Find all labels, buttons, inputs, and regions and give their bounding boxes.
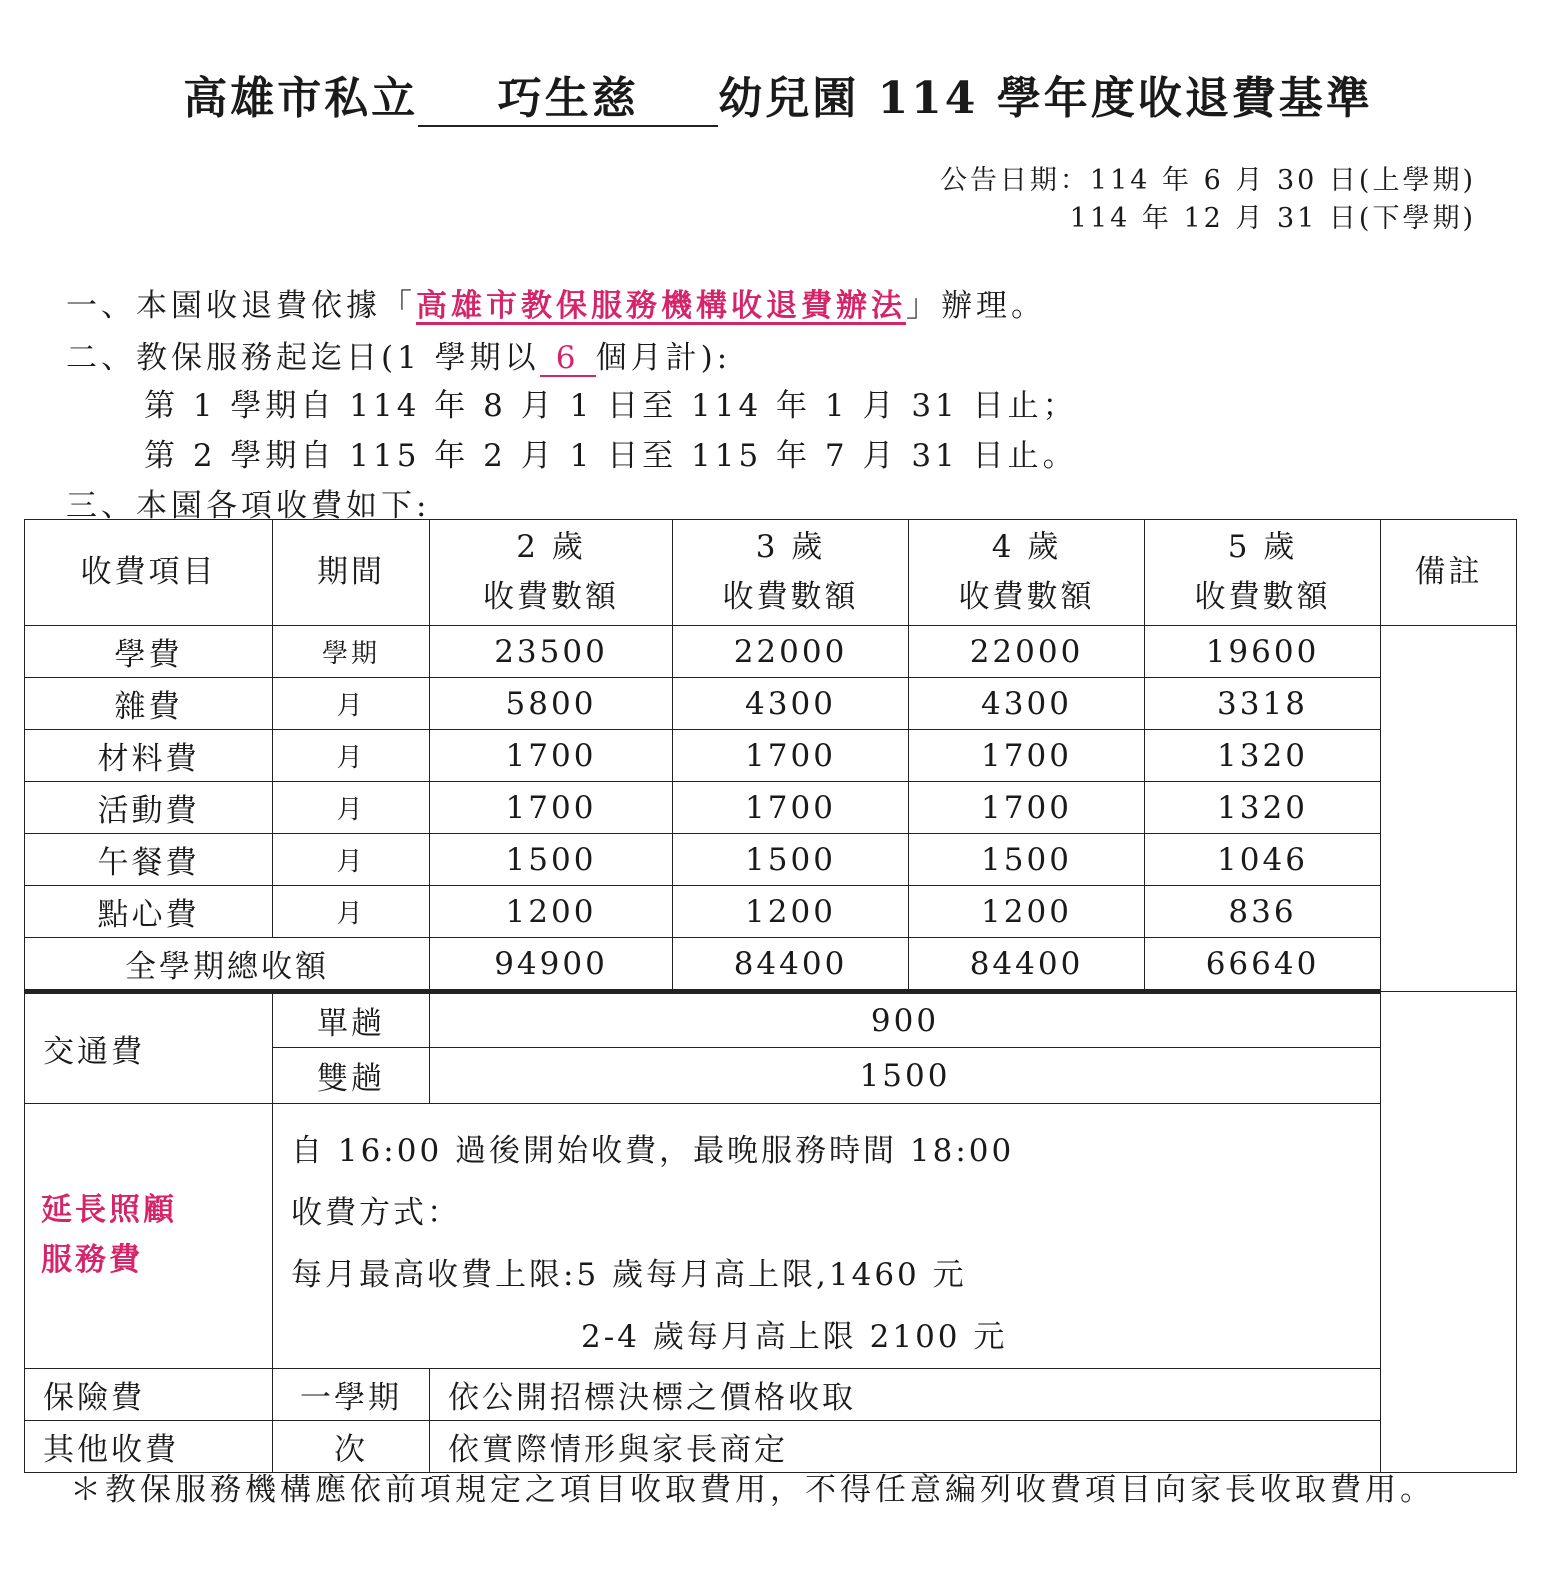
row-age-4: 22000 [909,626,1145,678]
table-row [25,730,1517,782]
insurance-period: 一學期 [273,1369,430,1421]
transport-single-label: 單趟 [273,992,430,1048]
total-age-4: 84400 [909,938,1145,992]
row-age-4: 1700 [909,782,1145,834]
row-age-2: 5800 [430,678,673,730]
header-age-5: 5 歲 收費數額 [1145,520,1381,626]
row-item: 活動費 [25,782,273,834]
row-age-3: 1500 [673,834,909,886]
total-row [25,938,1517,992]
document-title [0,62,1556,127]
extended-care-hours: 自 16:00 過後開始收費，最晚服務時間 18:00 [291,1133,1015,1169]
row-age-5: 836 [1145,886,1381,938]
insurance-label: 保險費 [25,1369,273,1421]
row-period: 學期 [273,626,430,678]
section-1-suffix: 」辦理。 [906,288,1046,324]
row-age-2: 1700 [430,782,673,834]
table-row [25,834,1517,886]
row-age-3: 1700 [673,730,909,782]
announce-date-second: 114 年 12 月 31 日(下學期) [1069,203,1476,234]
header-age-2: 2 歲 收費數額 [430,520,673,626]
row-age-2: 1200 [430,886,673,938]
row-period: 月 [273,834,430,886]
row-period: 月 [273,678,430,730]
other-fee-period: 次 [273,1421,430,1473]
header-period: 期間 [273,520,430,626]
extended-care-method: 收費方式： [291,1195,461,1231]
transport-double-value: 1500 [430,1048,1381,1104]
extended-care-label: 延長照顧 服務費 [25,1104,273,1369]
extended-care-cap-age-5: 每月最高收費上限:5 歲每月高上限,1460 元 [291,1257,967,1293]
section-1 [66,280,1046,325]
header-remark: 備註 [1381,520,1517,626]
row-age-3: 1700 [673,782,909,834]
remark-cell [1381,626,1517,992]
row-age-2: 1500 [430,834,673,886]
header-age-4: 4 歲 收費數額 [909,520,1145,626]
row-item: 點心費 [25,886,273,938]
row-age-4: 4300 [909,678,1145,730]
row-item: 午餐費 [25,834,273,886]
months-value: 6 [540,341,596,377]
table-row [25,626,1517,678]
transport-double-label: 雙趟 [273,1048,430,1104]
table-row [25,782,1517,834]
section-1-prefix: 一、本園收退費依據「 [66,288,416,324]
row-age-3: 1200 [673,886,909,938]
transport-single-row [25,992,1517,1048]
row-item: 學費 [25,626,273,678]
extended-care-details [273,1104,1381,1369]
transport-label: 交通費 [25,992,273,1104]
table-header-row [25,520,1517,626]
title-suffix: 幼兒園 114 學年度收退費基準 [718,73,1373,124]
row-age-5: 1320 [1145,782,1381,834]
transport-single-value: 900 [430,992,1381,1048]
insurance-row [25,1369,1517,1421]
total-label: 全學期總收額 [25,938,430,992]
row-item: 材料費 [25,730,273,782]
total-age-2: 94900 [430,938,673,992]
table-row [25,678,1517,730]
footnote: ＊教保服務機構應依前項規定之項目收取費用，不得任意編列收費項目向家長收取費用。 [70,1472,1435,1508]
extended-care-row [25,1104,1517,1369]
row-age-5: 1046 [1145,834,1381,886]
row-age-4: 1200 [909,886,1145,938]
header-item: 收費項目 [25,520,273,626]
lower-remark-cell [1381,992,1517,1473]
fee-table [24,519,1517,1473]
title-prefix: 高雄市私立 [183,73,419,124]
header-age-3: 3 歲 收費數額 [673,520,909,626]
insurance-note: 依公開招標決標之價格收取 [430,1369,1381,1421]
other-fee-label: 其他收費 [25,1421,273,1473]
row-age-5: 3318 [1145,678,1381,730]
other-fee-note: 依實際情形與家長商定 [430,1421,1381,1473]
extended-care-cap-age-2-4: 2-4 歲每月高上限 2100 元 [581,1319,1008,1355]
term-2-dates: 第 2 學期自 115 年 2 月 1 日至 115 年 7 月 31 日止。 [144,438,1078,474]
section-3-heading: 三、本園各項收費如下: [66,488,431,524]
announce-date-first: 公告日期：114 年 6 月 30 日(上學期) [939,165,1476,196]
row-period: 月 [273,782,430,834]
table-row [25,886,1517,938]
section-2 [66,332,731,377]
row-age-4: 1500 [909,834,1145,886]
row-age-3: 22000 [673,626,909,678]
row-age-3: 4300 [673,678,909,730]
total-age-5: 66640 [1145,938,1381,992]
total-age-3: 84400 [673,938,909,992]
row-age-5: 19600 [1145,626,1381,678]
row-age-5: 1320 [1145,730,1381,782]
term-1-dates: 第 1 學期自 114 年 8 月 1 日至 114 年 1 月 31 日止； [144,388,1078,424]
row-age-2: 1700 [430,730,673,782]
row-item: 雜費 [25,678,273,730]
row-age-2: 23500 [430,626,673,678]
row-period: 月 [273,730,430,782]
section-2-prefix: 二、教保服務起迄日(1 學期以 [66,340,540,376]
row-period: 月 [273,886,430,938]
row-age-4: 1700 [909,730,1145,782]
section-2-suffix: 個月計): [595,340,732,376]
school-name: 巧生慈 [418,74,718,127]
law-link[interactable]: 高雄市教保服務機構收退費辦法 [416,288,906,324]
